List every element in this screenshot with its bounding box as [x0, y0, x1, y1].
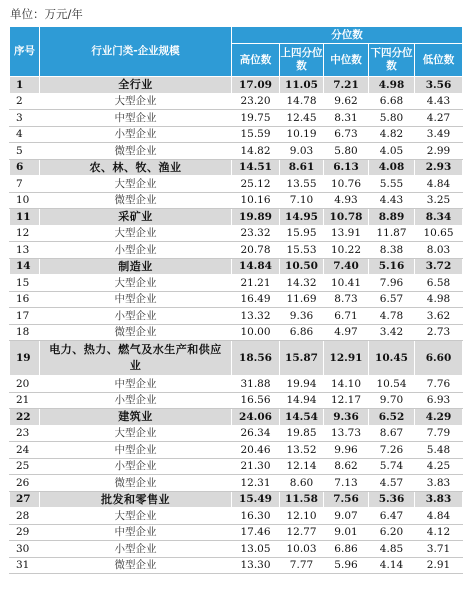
cell-upper-quartile: 14.32: [280, 275, 324, 292]
table-row: [10, 143, 463, 160]
cell-lower-quartile: 9.70: [369, 392, 415, 409]
cell-high: 31.88: [232, 376, 280, 393]
row-category: 小型企业: [40, 242, 232, 259]
cell-lower-quartile: 6.20: [369, 524, 415, 541]
cell-upper-quartile: 11.05: [280, 77, 324, 94]
cell-low: 4.84: [415, 176, 463, 193]
row-category: 大型企业: [40, 508, 232, 525]
cell-upper-quartile: 7.77: [280, 557, 324, 574]
cell-high: 20.46: [232, 442, 280, 459]
cell-low: 4.27: [415, 110, 463, 127]
row-category: 电力、热力、燃气及水生产和供应业: [40, 341, 232, 376]
row-number: 30: [10, 541, 40, 558]
cell-lower-quartile: 4.82: [369, 126, 415, 143]
cell-median: 12.91: [324, 341, 369, 376]
row-category: 小型企业: [40, 458, 232, 475]
row-category: 采矿业: [40, 209, 232, 226]
salary-percentile-table: [9, 26, 463, 574]
cell-low: 2.73: [415, 324, 463, 341]
table-row: [10, 524, 463, 541]
cell-upper-quartile: 10.19: [280, 126, 324, 143]
header-col-low: 低位数: [415, 44, 463, 77]
cell-low: 6.93: [415, 392, 463, 409]
cell-median: 9.07: [324, 508, 369, 525]
row-number: 27: [10, 491, 40, 508]
cell-median: 12.17: [324, 392, 369, 409]
table-row: [10, 475, 463, 492]
cell-median: 9.01: [324, 524, 369, 541]
row-number: 22: [10, 409, 40, 426]
cell-lower-quartile: 11.87: [369, 225, 415, 242]
cell-lower-quartile: 5.55: [369, 176, 415, 193]
row-category: 小型企业: [40, 392, 232, 409]
cell-low: 3.49: [415, 126, 463, 143]
cell-upper-quartile: 15.95: [280, 225, 324, 242]
cell-median: 4.93: [324, 192, 369, 209]
row-number: 4: [10, 126, 40, 143]
row-category: 微型企业: [40, 143, 232, 160]
cell-upper-quartile: 12.14: [280, 458, 324, 475]
row-category: 中型企业: [40, 442, 232, 459]
row-number: 7: [10, 176, 40, 193]
row-number: 31: [10, 557, 40, 574]
cell-high: 13.05: [232, 541, 280, 558]
cell-low: 10.65: [415, 225, 463, 242]
row-category: 小型企业: [40, 308, 232, 325]
row-category: 大型企业: [40, 225, 232, 242]
cell-upper-quartile: 6.86: [280, 324, 324, 341]
cell-lower-quartile: 6.47: [369, 508, 415, 525]
table-row: [10, 242, 463, 259]
row-category: 小型企业: [40, 126, 232, 143]
cell-upper-quartile: 19.85: [280, 425, 324, 442]
row-number: 20: [10, 376, 40, 393]
cell-upper-quartile: 8.60: [280, 475, 324, 492]
cell-low: 6.60: [415, 341, 463, 376]
cell-median: 6.13: [324, 159, 369, 176]
cell-lower-quartile: 4.85: [369, 541, 415, 558]
table-row: [10, 291, 463, 308]
cell-low: 3.62: [415, 308, 463, 325]
cell-high: 16.49: [232, 291, 280, 308]
cell-median: 7.56: [324, 491, 369, 508]
row-category: 批发和零售业: [40, 491, 232, 508]
table-row: [10, 93, 463, 110]
cell-low: 4.98: [415, 291, 463, 308]
cell-high: 24.06: [232, 409, 280, 426]
cell-upper-quartile: 10.03: [280, 541, 324, 558]
cell-high: 10.16: [232, 192, 280, 209]
cell-lower-quartile: 8.89: [369, 209, 415, 226]
cell-high: 19.89: [232, 209, 280, 226]
cell-low: 4.84: [415, 508, 463, 525]
cell-upper-quartile: 19.94: [280, 376, 324, 393]
cell-lower-quartile: 4.57: [369, 475, 415, 492]
industry-row: [10, 77, 463, 94]
row-category: 大型企业: [40, 176, 232, 193]
cell-low: 2.91: [415, 557, 463, 574]
cell-low: 5.48: [415, 442, 463, 459]
cell-high: 17.09: [232, 77, 280, 94]
cell-low: 8.34: [415, 209, 463, 226]
row-number: 2: [10, 93, 40, 110]
cell-median: 5.80: [324, 143, 369, 160]
cell-high: 23.20: [232, 93, 280, 110]
industry-row: [10, 159, 463, 176]
industry-row: [10, 258, 463, 275]
cell-high: 23.32: [232, 225, 280, 242]
cell-median: 9.96: [324, 442, 369, 459]
row-number: 28: [10, 508, 40, 525]
row-category: 微型企业: [40, 192, 232, 209]
cell-upper-quartile: 14.94: [280, 392, 324, 409]
cell-high: 14.82: [232, 143, 280, 160]
row-number: 16: [10, 291, 40, 308]
cell-low: 4.29: [415, 409, 463, 426]
cell-low: 4.25: [415, 458, 463, 475]
header-col-median: 中位数: [324, 44, 369, 77]
row-number: 3: [10, 110, 40, 127]
table-row: [10, 376, 463, 393]
cell-upper-quartile: 14.78: [280, 93, 324, 110]
cell-low: 8.03: [415, 242, 463, 259]
cell-median: 10.22: [324, 242, 369, 259]
row-number: 10: [10, 192, 40, 209]
row-number: 6: [10, 159, 40, 176]
cell-median: 6.73: [324, 126, 369, 143]
table-row: [10, 425, 463, 442]
cell-lower-quartile: 5.16: [369, 258, 415, 275]
row-category: 中型企业: [40, 291, 232, 308]
industry-row: [10, 409, 463, 426]
table-row: [10, 442, 463, 459]
row-number: 12: [10, 225, 40, 242]
cell-upper-quartile: 11.69: [280, 291, 324, 308]
cell-high: 20.78: [232, 242, 280, 259]
cell-median: 10.78: [324, 209, 369, 226]
table-body: [10, 77, 463, 574]
cell-lower-quartile: 4.05: [369, 143, 415, 160]
header-percentile-group: 分位数: [232, 27, 463, 44]
cell-lower-quartile: 10.54: [369, 376, 415, 393]
row-number: 29: [10, 524, 40, 541]
row-number: 13: [10, 242, 40, 259]
cell-upper-quartile: 10.50: [280, 258, 324, 275]
cell-median: 6.86: [324, 541, 369, 558]
cell-upper-quartile: 9.36: [280, 308, 324, 325]
cell-median: 7.21: [324, 77, 369, 94]
cell-low: 3.72: [415, 258, 463, 275]
cell-median: 9.62: [324, 93, 369, 110]
header-seq: 序号: [10, 27, 40, 77]
cell-upper-quartile: 12.77: [280, 524, 324, 541]
cell-lower-quartile: 4.08: [369, 159, 415, 176]
cell-median: 10.41: [324, 275, 369, 292]
header-industry: 行业门类-企业规模: [40, 27, 232, 77]
cell-lower-quartile: 10.45: [369, 341, 415, 376]
industry-row: [10, 209, 463, 226]
row-number: 25: [10, 458, 40, 475]
table-row: [10, 392, 463, 409]
row-category: 中型企业: [40, 110, 232, 127]
cell-lower-quartile: 4.78: [369, 308, 415, 325]
cell-median: 7.40: [324, 258, 369, 275]
cell-high: 13.30: [232, 557, 280, 574]
cell-high: 13.32: [232, 308, 280, 325]
row-category: 微型企业: [40, 475, 232, 492]
cell-upper-quartile: 8.61: [280, 159, 324, 176]
cell-lower-quartile: 4.14: [369, 557, 415, 574]
table-row: [10, 308, 463, 325]
row-number: 11: [10, 209, 40, 226]
row-number: 21: [10, 392, 40, 409]
row-category: 大型企业: [40, 425, 232, 442]
cell-upper-quartile: 13.55: [280, 176, 324, 193]
row-number: 1: [10, 77, 40, 94]
cell-lower-quartile: 5.36: [369, 491, 415, 508]
table-row: [10, 324, 463, 341]
cell-median: 8.62: [324, 458, 369, 475]
cell-lower-quartile: 7.96: [369, 275, 415, 292]
row-category: 大型企业: [40, 275, 232, 292]
cell-median: 8.31: [324, 110, 369, 127]
cell-upper-quartile: 15.87: [280, 341, 324, 376]
header-col-lower-quartile: 下四分位数: [369, 44, 415, 77]
cell-high: 19.75: [232, 110, 280, 127]
cell-low: 3.83: [415, 475, 463, 492]
table-row: [10, 126, 463, 143]
cell-high: 16.30: [232, 508, 280, 525]
cell-lower-quartile: 4.98: [369, 77, 415, 94]
row-category: 中型企业: [40, 376, 232, 393]
table-row: [10, 275, 463, 292]
cell-lower-quartile: 3.42: [369, 324, 415, 341]
cell-lower-quartile: 8.38: [369, 242, 415, 259]
table-header: [10, 27, 463, 77]
cell-high: 12.31: [232, 475, 280, 492]
cell-upper-quartile: 12.10: [280, 508, 324, 525]
cell-low: 6.58: [415, 275, 463, 292]
cell-high: 25.12: [232, 176, 280, 193]
table-row: [10, 458, 463, 475]
row-category: 农、林、牧、渔业: [40, 159, 232, 176]
cell-high: 21.30: [232, 458, 280, 475]
table-row: [10, 110, 463, 127]
cell-median: 6.71: [324, 308, 369, 325]
cell-lower-quartile: 6.68: [369, 93, 415, 110]
cell-upper-quartile: 14.54: [280, 409, 324, 426]
cell-upper-quartile: 11.58: [280, 491, 324, 508]
cell-upper-quartile: 13.52: [280, 442, 324, 459]
cell-lower-quartile: 4.43: [369, 192, 415, 209]
cell-lower-quartile: 6.52: [369, 409, 415, 426]
cell-low: 2.99: [415, 143, 463, 160]
unit-label: 单位：万元/年: [10, 7, 83, 21]
cell-low: 7.76: [415, 376, 463, 393]
cell-lower-quartile: 6.57: [369, 291, 415, 308]
cell-median: 10.76: [324, 176, 369, 193]
cell-low: 3.83: [415, 491, 463, 508]
table-row: [10, 225, 463, 242]
cell-high: 18.56: [232, 341, 280, 376]
row-number: 24: [10, 442, 40, 459]
cell-median: 9.36: [324, 409, 369, 426]
table-row: [10, 176, 463, 193]
industry-row: [10, 491, 463, 508]
row-number: 23: [10, 425, 40, 442]
cell-upper-quartile: 9.03: [280, 143, 324, 160]
row-category: 大型企业: [40, 93, 232, 110]
table-row: [10, 557, 463, 574]
cell-high: 15.49: [232, 491, 280, 508]
cell-high: 17.46: [232, 524, 280, 541]
row-number: 15: [10, 275, 40, 292]
row-number: 26: [10, 475, 40, 492]
row-category: 建筑业: [40, 409, 232, 426]
cell-high: 16.56: [232, 392, 280, 409]
row-number: 17: [10, 308, 40, 325]
cell-median: 4.97: [324, 324, 369, 341]
row-category: 中型企业: [40, 524, 232, 541]
cell-upper-quartile: 7.10: [280, 192, 324, 209]
row-category: 小型企业: [40, 541, 232, 558]
cell-lower-quartile: 8.67: [369, 425, 415, 442]
cell-low: 3.71: [415, 541, 463, 558]
cell-low: 3.56: [415, 77, 463, 94]
cell-lower-quartile: 5.74: [369, 458, 415, 475]
cell-median: 8.73: [324, 291, 369, 308]
cell-median: 7.13: [324, 475, 369, 492]
row-category: 全行业: [40, 77, 232, 94]
cell-lower-quartile: 5.80: [369, 110, 415, 127]
row-number: 14: [10, 258, 40, 275]
table-row: [10, 541, 463, 558]
cell-low: 2.93: [415, 159, 463, 176]
table-row: [10, 508, 463, 525]
cell-median: 13.91: [324, 225, 369, 242]
cell-lower-quartile: 7.26: [369, 442, 415, 459]
cell-high: 14.51: [232, 159, 280, 176]
cell-high: 14.84: [232, 258, 280, 275]
row-number: 19: [10, 341, 40, 376]
cell-upper-quartile: 15.53: [280, 242, 324, 259]
cell-low: 4.12: [415, 524, 463, 541]
cell-median: 14.10: [324, 376, 369, 393]
cell-high: 26.34: [232, 425, 280, 442]
industry-row: [10, 341, 463, 376]
table-row: [10, 192, 463, 209]
cell-high: 21.21: [232, 275, 280, 292]
row-number: 18: [10, 324, 40, 341]
row-number: 5: [10, 143, 40, 160]
cell-upper-quartile: 14.95: [280, 209, 324, 226]
cell-high: 10.00: [232, 324, 280, 341]
cell-upper-quartile: 12.45: [280, 110, 324, 127]
row-category: 制造业: [40, 258, 232, 275]
row-category: 微型企业: [40, 557, 232, 574]
cell-median: 5.96: [324, 557, 369, 574]
cell-low: 4.43: [415, 93, 463, 110]
header-col-upper-quartile: 上四分位数: [280, 44, 324, 77]
cell-median: 13.73: [324, 425, 369, 442]
cell-low: 3.25: [415, 192, 463, 209]
cell-high: 15.59: [232, 126, 280, 143]
header-col-high: 高位数: [232, 44, 280, 77]
row-category: 微型企业: [40, 324, 232, 341]
cell-low: 7.79: [415, 425, 463, 442]
